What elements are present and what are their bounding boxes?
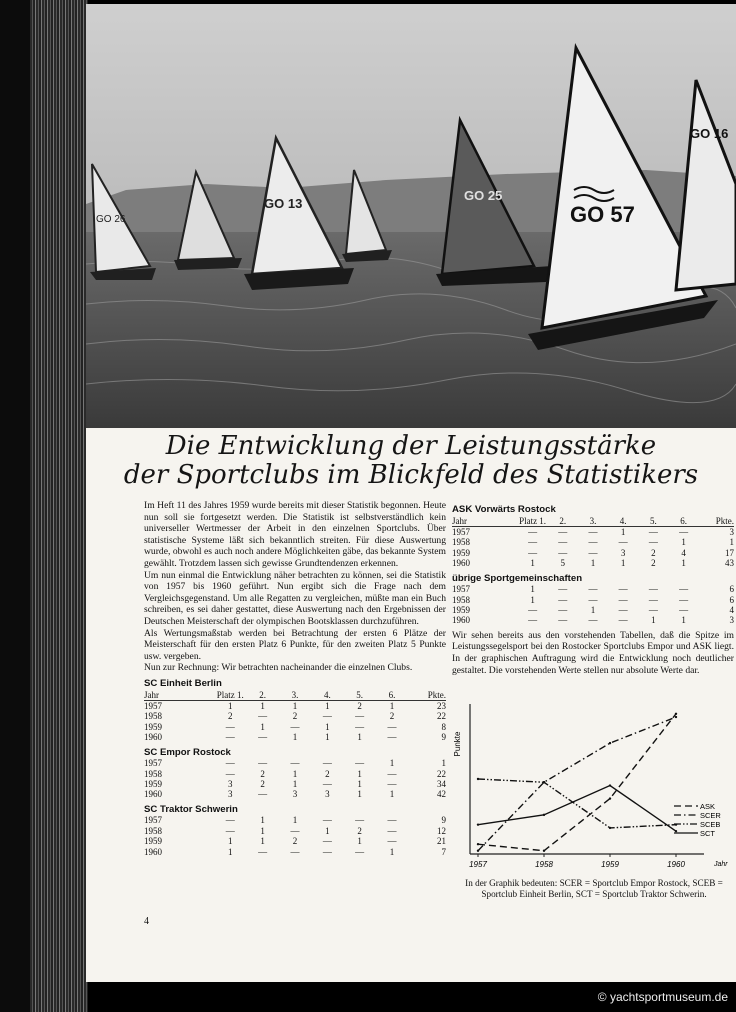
table-cell: 1 bbox=[681, 558, 686, 569]
table-row bbox=[452, 584, 734, 594]
table-cell: — bbox=[290, 758, 300, 769]
table-cell: 1 bbox=[620, 558, 626, 569]
col-header: 3. bbox=[279, 690, 311, 701]
table-cell: 1 bbox=[590, 558, 596, 569]
table-row bbox=[452, 527, 734, 538]
table-cell: 1959 bbox=[144, 836, 162, 847]
table-row bbox=[144, 711, 446, 721]
club-heading: SC Traktor Schwerin bbox=[144, 803, 238, 815]
table-cell: 1 bbox=[228, 846, 233, 857]
table-cell: 1 bbox=[357, 732, 362, 743]
table-row bbox=[452, 537, 734, 547]
table-cell: 1 bbox=[260, 721, 265, 732]
y-axis-label: Punkte bbox=[453, 731, 462, 757]
table-row bbox=[144, 758, 446, 768]
table-cell: 1960 bbox=[144, 846, 162, 857]
table-cell: 34 bbox=[437, 778, 446, 789]
table-cell: 1 bbox=[292, 778, 298, 789]
legend-label: SCEB bbox=[700, 820, 721, 829]
x-tick-label: 1957 bbox=[469, 860, 487, 869]
table-cell: 9 bbox=[441, 815, 446, 826]
data-point bbox=[609, 797, 611, 799]
table-cell: 1 bbox=[681, 537, 686, 548]
table-cell: 23 bbox=[437, 700, 446, 711]
table-cell: 22 bbox=[437, 711, 446, 722]
watermark: © yachtsportmuseum.de bbox=[597, 990, 728, 1004]
table-cell: — bbox=[679, 594, 689, 605]
table-cell: 1957 bbox=[144, 815, 162, 826]
sail-number-label: GO 25 bbox=[464, 188, 503, 203]
table-cell: 1 bbox=[389, 700, 395, 711]
table-cell: 1 bbox=[260, 700, 265, 711]
table-cell: — bbox=[355, 758, 365, 769]
table-cell: 3 bbox=[228, 778, 233, 789]
table-cell: — bbox=[387, 815, 397, 826]
table-cell: 2 bbox=[260, 768, 265, 779]
table-cell: 1 bbox=[228, 836, 233, 847]
table-cell: — bbox=[387, 732, 397, 743]
table-cell: 3 bbox=[292, 789, 298, 800]
table-cell: — bbox=[355, 711, 365, 722]
series-line-ask bbox=[478, 714, 676, 851]
table-cell: 1 bbox=[357, 789, 362, 800]
table-cell: 1 bbox=[260, 825, 265, 836]
legend-label: SCT bbox=[700, 829, 715, 838]
data-point bbox=[675, 716, 677, 718]
table-cell: 1 bbox=[357, 836, 362, 847]
legend-label: ASK bbox=[700, 802, 716, 811]
col-header: 6. bbox=[376, 690, 408, 701]
table-cell: — bbox=[258, 789, 268, 800]
data-point bbox=[543, 814, 545, 816]
col-header: Jahr bbox=[144, 690, 214, 701]
table-cell: 2 bbox=[651, 547, 656, 558]
data-point bbox=[675, 830, 677, 832]
table-cell: — bbox=[528, 527, 538, 537]
table-cell: 2 bbox=[357, 825, 362, 836]
table-cell: — bbox=[588, 537, 598, 548]
table-cell: 1 bbox=[357, 778, 362, 789]
table-cell: 1 bbox=[228, 700, 233, 711]
data-point bbox=[609, 827, 611, 829]
table-cell: 2 bbox=[260, 778, 265, 789]
table-cell: 1958 bbox=[144, 768, 162, 779]
table-cell: — bbox=[648, 527, 658, 537]
table-cell: 1960 bbox=[452, 558, 470, 569]
table-cell: 1 bbox=[389, 758, 395, 769]
table-cell: — bbox=[225, 732, 235, 743]
table-cell: — bbox=[322, 815, 332, 826]
page-number: 4 bbox=[144, 916, 149, 927]
table-cell: 6 bbox=[729, 584, 734, 595]
table-header-row bbox=[452, 516, 734, 527]
table-cell: 2 bbox=[651, 558, 656, 569]
table-cell: — bbox=[322, 846, 332, 857]
table-cell: 42 bbox=[437, 789, 446, 800]
table-cell: 3 bbox=[729, 527, 734, 537]
table-row bbox=[144, 847, 446, 857]
sail-number-label: GO 26 bbox=[96, 214, 126, 225]
results-table-uebrige bbox=[452, 584, 734, 626]
table-cell: 5 bbox=[560, 558, 566, 569]
table-row bbox=[144, 789, 446, 799]
table-cell: — bbox=[322, 778, 332, 789]
table-row bbox=[452, 595, 734, 605]
table-cell: — bbox=[258, 732, 268, 743]
table-cell: — bbox=[528, 615, 538, 626]
table-cell: — bbox=[355, 846, 365, 857]
club-heading: SC Einheit Berlin bbox=[144, 677, 222, 689]
table-cell: 8 bbox=[441, 721, 446, 732]
table-cell: 1 bbox=[389, 846, 395, 857]
table-cell: 2 bbox=[325, 768, 330, 779]
table-cell: 1957 bbox=[452, 527, 470, 537]
table-cell: — bbox=[648, 584, 658, 595]
table-cell: 1958 bbox=[452, 537, 470, 548]
x-tick-label: 1958 bbox=[535, 860, 553, 869]
table-cell: — bbox=[225, 768, 235, 779]
club-heading: ASK Vorwärts Rostock bbox=[452, 504, 556, 515]
table-cell: — bbox=[528, 605, 538, 616]
table-cell: 2 bbox=[292, 711, 298, 722]
table-cell: 1 bbox=[590, 605, 596, 616]
table-cell: — bbox=[679, 605, 689, 616]
table-cell: — bbox=[258, 846, 268, 857]
table-cell: 1960 bbox=[144, 789, 162, 800]
table-cell: 1957 bbox=[144, 758, 162, 769]
table-cell: — bbox=[387, 778, 397, 789]
left-column bbox=[144, 500, 446, 857]
table-cell: 1 bbox=[325, 721, 330, 732]
chart-caption: In der Graphik bedeuten: SCER = Sportclub Empor Rostock, SCEB = Sportclub Einheit Berlin, SCT = Sportclub Traktor Schwerin. bbox=[465, 878, 723, 899]
table-cell: 1 bbox=[260, 815, 265, 826]
intro-paragraph: Als Wertungsmaßstab werden bei Betrachtung der ersten 6 Plätze der Meisterschaft für den ersten Platz 6 Punkte, für den zweiten Platz 5 Punkte usw. vergeben. bbox=[144, 627, 446, 662]
table-cell: 1959 bbox=[144, 778, 162, 789]
sail-number-main: GO 57 bbox=[570, 202, 635, 227]
intro-paragraph: Im Heft 11 des Jahres 1959 wurde bereits mit dieser Statistik begonnen. Heute nun soll sie fortgesetzt werden. Die Statistik ist selbstverständlich kein universeller Wertmesser der Arbeit in den einzelnen Sportclubs. Über statistische Systeme läßt sich bekanntlich streiten. Für diese Auswertung wurde, obwohl es auch noch andere Möglichkeiten gäbe, das bekannte System gewählt. Trotzdem lassen sich gewisse Grundtendenzen erkennen. bbox=[144, 500, 446, 569]
table-cell: 1957 bbox=[452, 584, 470, 595]
table-cell: 1 bbox=[325, 825, 330, 836]
table-cell: 1958 bbox=[144, 711, 162, 722]
table-cell: — bbox=[355, 815, 365, 826]
col-header: 4. bbox=[608, 516, 638, 527]
table-cell: — bbox=[258, 758, 268, 769]
table-row bbox=[144, 722, 446, 732]
article-title bbox=[86, 432, 736, 490]
table-cell: — bbox=[648, 605, 658, 616]
table-cell: 21 bbox=[437, 836, 446, 847]
x-tick-label: 1960 bbox=[667, 860, 685, 869]
intro-paragraph: Um nun einmal die Entwicklung näher betrachten zu können, sei die Statistik von 1957 bis 1960 geführt. Nun ergibt sich die Frage nach dem Vergleichsgegenstand. Um alle Regatten zu vergleichen, müßte man ein Buch schreiben, es sei daher gestattet, diese Auswertung nach den Ergebnissen der Deutschen Meisterschaft der olympischen Bootsklassen durchzuführen. bbox=[144, 569, 446, 627]
col-header: 2. bbox=[548, 516, 578, 527]
table-cell: — bbox=[322, 758, 332, 769]
table-cell: — bbox=[558, 584, 568, 595]
table-cell: — bbox=[558, 605, 568, 616]
table-cell: 2 bbox=[292, 836, 298, 847]
col-header: Jahr bbox=[452, 516, 517, 527]
table-cell: 1958 bbox=[144, 825, 162, 836]
table-cell: — bbox=[679, 527, 689, 537]
table-cell: — bbox=[225, 758, 235, 769]
table-cell: — bbox=[648, 537, 658, 548]
table-cell: 4 bbox=[681, 547, 686, 558]
table-cell: 1 bbox=[357, 768, 362, 779]
table-cell: 1 bbox=[260, 836, 265, 847]
title-line-2: der Sportclubs im Blickfeld des Statistikers bbox=[123, 460, 699, 490]
table-cell: 1960 bbox=[452, 615, 470, 626]
table-cell: — bbox=[618, 605, 628, 616]
table-cell: — bbox=[322, 711, 332, 722]
table-cell: — bbox=[618, 594, 628, 605]
table-cell: — bbox=[588, 527, 598, 537]
table-cell: 1959 bbox=[452, 605, 470, 616]
sailing-regatta-photo bbox=[86, 4, 736, 428]
table-cell: 1 bbox=[292, 732, 298, 743]
table-cell: 1 bbox=[530, 594, 535, 605]
data-point bbox=[675, 713, 677, 715]
table-cell: 2 bbox=[228, 711, 233, 722]
table-cell: 1 bbox=[681, 615, 686, 626]
table-cell: 1 bbox=[530, 558, 535, 569]
col-header: Platz 1. bbox=[214, 690, 246, 701]
table-cell: — bbox=[225, 825, 235, 836]
table-row bbox=[144, 732, 446, 742]
legend-label: SCER bbox=[700, 811, 721, 820]
table-cell: 3 bbox=[620, 547, 626, 558]
table-cell: — bbox=[290, 825, 300, 836]
series-line-sct bbox=[478, 786, 676, 832]
data-point bbox=[609, 742, 611, 744]
table-cell: 1 bbox=[292, 815, 298, 826]
table-cell: 1 bbox=[651, 615, 656, 626]
col-header: 2. bbox=[246, 690, 278, 701]
data-point bbox=[477, 850, 479, 852]
table-row bbox=[144, 700, 446, 711]
results-table-traktor-schwerin bbox=[144, 815, 446, 857]
col-header: 4. bbox=[311, 690, 343, 701]
results-table-empor-rostock bbox=[144, 758, 446, 800]
table-cell: — bbox=[588, 547, 598, 558]
table-cell: 43 bbox=[725, 558, 734, 569]
table-cell: 1959 bbox=[144, 721, 162, 732]
table-cell: 1 bbox=[292, 768, 298, 779]
table-cell: — bbox=[558, 594, 568, 605]
sail-number-label: GO 16 bbox=[690, 126, 729, 141]
analysis-paragraph: Wir sehen bereits aus den vorstehenden Tabellen, daß die Spitze im Leistungssegelsport bei den Rostocker Sportclubs Empor und ASK liegt. In der graphischen Auftragung wird die Entwicklung noch deutlicher gestaltet. Die vorstehenden Werte stellen nur absolute Werte dar. bbox=[452, 629, 734, 676]
table-cell: — bbox=[618, 615, 628, 626]
club-heading: SC Empor Rostock bbox=[144, 746, 231, 758]
table-cell: — bbox=[618, 537, 628, 548]
table-header-row bbox=[144, 690, 446, 701]
table-cell: — bbox=[558, 615, 568, 626]
table-cell: 1 bbox=[530, 584, 535, 595]
table-cell: 1960 bbox=[144, 732, 162, 743]
table-row bbox=[144, 815, 446, 825]
data-point bbox=[543, 781, 545, 783]
table-row bbox=[452, 548, 734, 558]
table-row bbox=[452, 615, 734, 625]
table-cell: 1958 bbox=[452, 594, 470, 605]
table-cell: — bbox=[225, 721, 235, 732]
table-row bbox=[452, 605, 734, 615]
table-cell: 17 bbox=[725, 547, 734, 558]
results-table-ask-vorwaerts bbox=[452, 516, 734, 569]
table-cell: — bbox=[258, 711, 268, 722]
table-row bbox=[144, 769, 446, 779]
x-axis-label: Jahr bbox=[714, 861, 728, 868]
table-cell: 1 bbox=[292, 700, 298, 711]
data-point bbox=[609, 784, 611, 786]
results-table-einheit-berlin bbox=[144, 690, 446, 743]
club-heading: übrige Sportgemeinschaften bbox=[452, 572, 583, 584]
table-cell: — bbox=[528, 547, 538, 558]
table-cell: — bbox=[528, 537, 538, 548]
table-cell: 4 bbox=[729, 605, 734, 616]
table-cell: 3 bbox=[325, 789, 330, 800]
table-row bbox=[144, 826, 446, 836]
table-cell: 3 bbox=[228, 789, 233, 800]
table-cell: — bbox=[290, 721, 300, 732]
table-cell: — bbox=[558, 547, 568, 558]
table-cell: 1 bbox=[389, 789, 395, 800]
table-cell: — bbox=[387, 768, 397, 779]
col-header: Platz 1. bbox=[519, 515, 547, 526]
table-cell: — bbox=[588, 615, 598, 626]
col-header: Pkte. bbox=[408, 690, 446, 701]
book-shadow bbox=[0, 0, 30, 1012]
table-cell: 12 bbox=[437, 825, 446, 836]
table-cell: — bbox=[558, 527, 568, 537]
table-cell: 1 bbox=[325, 732, 330, 743]
data-point bbox=[477, 843, 479, 845]
table-cell: — bbox=[290, 846, 300, 857]
table-row bbox=[144, 836, 446, 846]
title-line-1: Die Entwicklung der Leistungsstärke bbox=[165, 431, 657, 461]
table-cell: 9 bbox=[441, 732, 446, 743]
table-cell: — bbox=[558, 537, 568, 548]
data-point bbox=[477, 778, 479, 780]
magazine-page bbox=[86, 4, 736, 982]
table-row bbox=[452, 558, 734, 568]
table-cell: — bbox=[588, 584, 598, 595]
table-cell: — bbox=[387, 721, 397, 732]
table-cell: — bbox=[322, 836, 332, 847]
data-point bbox=[543, 850, 545, 852]
table-cell: — bbox=[648, 594, 658, 605]
sail-number-label: GO 13 bbox=[264, 196, 303, 211]
col-header: 6. bbox=[668, 516, 698, 527]
book-spine bbox=[30, 0, 88, 1012]
table-cell: 6 bbox=[729, 594, 734, 605]
table-cell: — bbox=[588, 594, 598, 605]
table-cell: 2 bbox=[389, 711, 395, 722]
col-header: 5. bbox=[638, 516, 668, 527]
table-cell: — bbox=[355, 721, 365, 732]
table-cell: 1 bbox=[325, 700, 330, 711]
table-row bbox=[144, 779, 446, 789]
table-cell: — bbox=[225, 815, 235, 826]
table-cell: 1959 bbox=[452, 547, 470, 558]
col-header: 3. bbox=[578, 516, 608, 527]
table-cell: — bbox=[679, 584, 689, 595]
table-cell: 1 bbox=[441, 758, 446, 769]
intro-paragraph: Nun zur Rechnung: Wir betrachten nacheinander die einzelnen Clubs. bbox=[144, 662, 413, 674]
col-header: Pkte. bbox=[699, 516, 734, 527]
table-cell: 22 bbox=[437, 768, 446, 779]
col-header: 5. bbox=[343, 690, 375, 701]
right-column bbox=[452, 504, 734, 676]
data-point bbox=[477, 823, 479, 825]
table-cell: 2 bbox=[357, 700, 362, 711]
table-cell: — bbox=[618, 584, 628, 595]
table-cell: 1 bbox=[729, 537, 734, 548]
table-cell: — bbox=[387, 825, 397, 836]
points-line-chart bbox=[452, 694, 732, 878]
table-cell: 7 bbox=[441, 846, 446, 857]
table-cell: — bbox=[387, 836, 397, 847]
table-cell: 1 bbox=[620, 527, 626, 537]
table-cell: 3 bbox=[729, 615, 734, 626]
table-cell: 1957 bbox=[144, 700, 162, 711]
series-line-scer bbox=[478, 717, 676, 851]
x-tick-label: 1959 bbox=[601, 860, 619, 869]
